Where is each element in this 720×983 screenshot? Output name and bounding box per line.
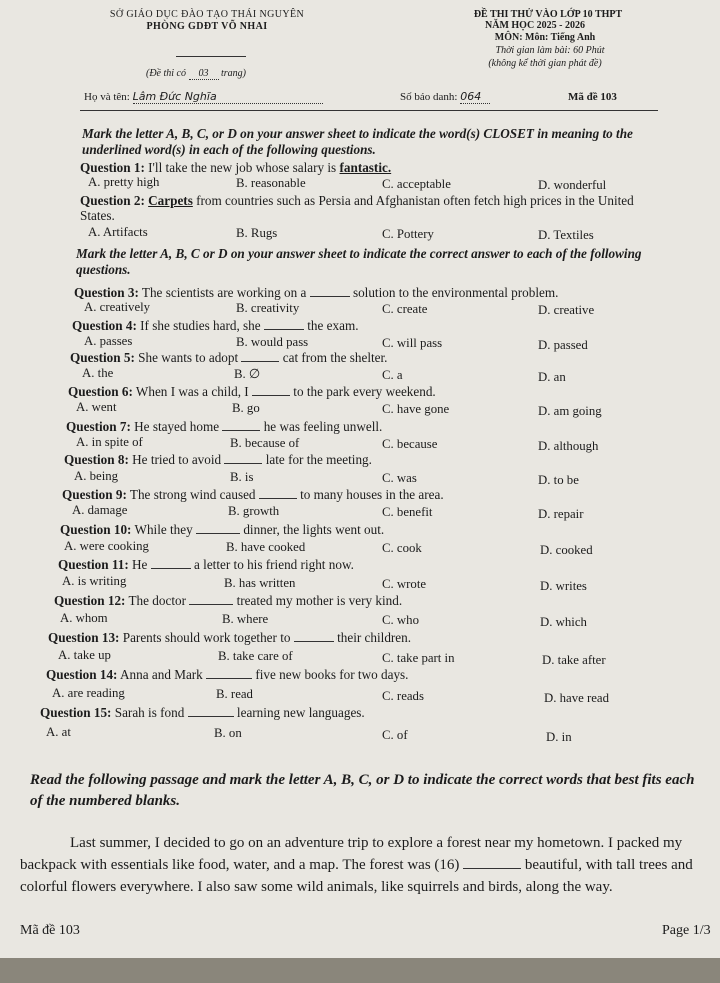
q4-option-d[interactable]: D. passed xyxy=(538,338,588,352)
question-13: Question 13: Parents should work together to their children. xyxy=(48,630,412,645)
q8-option-d[interactable]: D. to be xyxy=(538,473,579,487)
q9-option-d[interactable]: D. repair xyxy=(538,507,584,521)
question-12: Question 12: The doctor treated my mother is very kind. xyxy=(54,593,403,608)
q3-option-a[interactable]: A. creatively xyxy=(84,300,151,314)
q2-option-c[interactable]: C. Pottery xyxy=(382,227,434,241)
footer-exam-code: Mã đề 103 xyxy=(20,923,80,938)
q11-option-c[interactable]: C. wrote xyxy=(382,577,427,591)
q7-option-c[interactable]: C. because xyxy=(382,437,438,451)
q5-option-c[interactable]: C. a xyxy=(382,368,403,382)
q5-option-a[interactable]: A. the xyxy=(82,366,114,380)
q10-option-b[interactable]: B. have cooked xyxy=(226,540,306,554)
q7-option-b[interactable]: B. because of xyxy=(230,436,300,450)
question-3: Question 3: The scientists are working on a solution to the environmental problem. xyxy=(74,285,559,300)
q13-option-a[interactable]: A. take up xyxy=(58,648,111,662)
q14-option-b[interactable]: B. read xyxy=(216,687,253,701)
q14-option-a[interactable]: A. are reading xyxy=(52,686,125,700)
question-2: Question 2: Carpets from countries such as Persia and Afghanistan often fetch high prices in the United xyxy=(80,193,634,208)
q7-option-a[interactable]: A. in spite of xyxy=(76,435,143,449)
q12-option-d[interactable]: D. which xyxy=(540,615,587,629)
q15-option-a[interactable]: A. at xyxy=(46,725,71,739)
q4-option-a[interactable]: A. passes xyxy=(84,334,133,348)
question-11: Question 11: He a letter to his friend right now. xyxy=(58,557,354,572)
q14-option-c[interactable]: C. reads xyxy=(382,689,424,703)
q14-option-d[interactable]: D. have read xyxy=(544,691,610,705)
question-4: Question 4: If she studies hard, she the exam. xyxy=(72,318,359,333)
q15-option-b[interactable]: B. on xyxy=(214,726,242,740)
q2-option-b[interactable]: B. Rugs xyxy=(236,226,278,240)
school-year: NĂM HỌC 2025 - 2026 xyxy=(485,20,585,31)
question-7: Question 7: He stayed home he was feeling unwell. xyxy=(66,419,383,434)
header-divider xyxy=(176,56,246,57)
q5-option-d[interactable]: D. an xyxy=(538,370,566,384)
q6-option-c[interactable]: C. have gone xyxy=(382,402,450,416)
q3-option-d[interactable]: D. creative xyxy=(538,303,595,317)
department-name: SỞ GIÁO DỤC ĐÀO TẠO THÁI NGUYÊN xyxy=(109,9,305,20)
q9-option-c[interactable]: C. benefit xyxy=(382,505,433,519)
q13-option-c[interactable]: C. take part in xyxy=(382,651,455,665)
page-count: (Đề thi có 03 trang) xyxy=(146,68,246,79)
section3-instruction: Read the following passage and mark the letter A, B, C, or D to indicate the correct words that best fits each of the numbered blanks. xyxy=(30,772,695,809)
q1-option-c[interactable]: C. acceptable xyxy=(382,177,451,191)
q3-option-c[interactable]: C. create xyxy=(382,302,428,316)
q13-option-d[interactable]: D. take after xyxy=(542,653,606,667)
background-surface xyxy=(0,958,720,983)
q4-option-c[interactable]: C. will pass xyxy=(382,336,443,350)
name-divider xyxy=(80,110,658,111)
q6-option-d[interactable]: D. am going xyxy=(538,404,602,418)
q10-option-d[interactable]: D. cooked xyxy=(540,543,593,557)
question-14: Question 14: Anna and Mark five new books for two days. xyxy=(46,667,409,682)
q4-option-b[interactable]: B. would pass xyxy=(236,335,309,349)
q12-option-a[interactable]: A. whom xyxy=(60,611,108,625)
student-number: 064 xyxy=(460,90,490,104)
q11-option-d[interactable]: D. writes xyxy=(540,579,587,593)
question-6: Question 6: When I was a child, I to the park every weekend. xyxy=(68,384,436,399)
q8-option-b[interactable]: B. is xyxy=(230,470,254,484)
time-note: (không kể thời gian phát đề) xyxy=(488,58,602,69)
q15-option-d[interactable]: D. in xyxy=(546,730,572,744)
question-9: Question 9: The strong wind caused to many houses in the area. xyxy=(62,487,444,502)
reading-passage: Last summer, I decided to go on an adventure trip to explore a forest near my hometown. I packed my backpack with essentials like food, water, and a map. The forest was (16) beautiful, with tall trees and colorful flowers everywhere. I also saw some wild animals, like squirrels and birds, along the way. xyxy=(20,835,693,895)
question-5: Question 5: She wants to adopt cat from the shelter. xyxy=(70,350,388,365)
q6-option-a[interactable]: A. went xyxy=(76,400,117,414)
student-name: Lâm Đức Nghĩa xyxy=(133,90,323,104)
question-2-cont: States. xyxy=(80,208,115,223)
q8-option-c[interactable]: C. was xyxy=(382,471,417,485)
q9-option-b[interactable]: B. growth xyxy=(228,504,280,518)
exam-title: ĐỀ THI THỬ VÀO LỚP 10 THPT xyxy=(473,9,623,20)
exam-time: Thời gian làm bài: 60 Phút xyxy=(495,45,605,56)
q11-option-b[interactable]: B. has written xyxy=(224,576,296,590)
footer-page-number: Page 1/3 xyxy=(662,923,711,938)
exam-code: Mã đề 103 xyxy=(568,91,617,103)
q9-option-a[interactable]: A. damage xyxy=(72,503,128,517)
question-15: Question 15: Sarah is fond learning new languages. xyxy=(40,705,365,720)
question-10: Question 10: While they dinner, the lights went out. xyxy=(60,522,385,537)
q5-option-b[interactable]: B. ∅ xyxy=(234,367,261,381)
question-8: Question 8: He tried to avoid late for the meeting. xyxy=(64,452,372,467)
section2-instruction: Mark the letter A, B, C or D on your answer sheet to indicate the correct answer to each of the following questions. xyxy=(76,246,642,277)
q10-option-a[interactable]: A. were cooking xyxy=(64,539,149,553)
sbd-row: Số báo danh: 064 xyxy=(400,90,490,104)
section1-instruction: Mark the letter A, B, C, or D on your answer sheet to indicate the word(s) CLOSET in meaning to the underlined word(s) in each of the following questions. xyxy=(82,126,633,157)
q1-option-a[interactable]: A. pretty high xyxy=(88,175,160,189)
question-1: Question 1: I'll take the new job whose salary is fantastic. xyxy=(80,160,392,175)
q12-option-b[interactable]: B. where xyxy=(222,612,269,626)
q15-option-c[interactable]: C. of xyxy=(382,728,408,742)
subject: MÔN: Môn: Tiếng Anh xyxy=(494,32,596,43)
q7-option-d[interactable]: D. although xyxy=(538,439,599,453)
q11-option-a[interactable]: A. is writing xyxy=(62,574,127,588)
q8-option-a[interactable]: A. being xyxy=(74,469,119,483)
q1-option-d[interactable]: D. wonderful xyxy=(538,178,607,192)
q12-option-c[interactable]: C. who xyxy=(382,613,419,627)
q3-option-b[interactable]: B. creativity xyxy=(236,301,300,315)
name-row: Họ và tên: Lâm Đức Nghĩa xyxy=(84,90,323,104)
q2-option-d[interactable]: D. Textiles xyxy=(538,228,594,242)
office-name: PHÒNG GDĐT VÕ NHAI xyxy=(146,21,268,32)
q6-option-b[interactable]: B. go xyxy=(232,401,260,415)
q1-option-b[interactable]: B. reasonable xyxy=(236,176,306,190)
q10-option-c[interactable]: C. cook xyxy=(382,541,422,555)
q13-option-b[interactable]: B. take care of xyxy=(218,649,293,663)
q2-option-a[interactable]: A. Artifacts xyxy=(88,225,148,239)
